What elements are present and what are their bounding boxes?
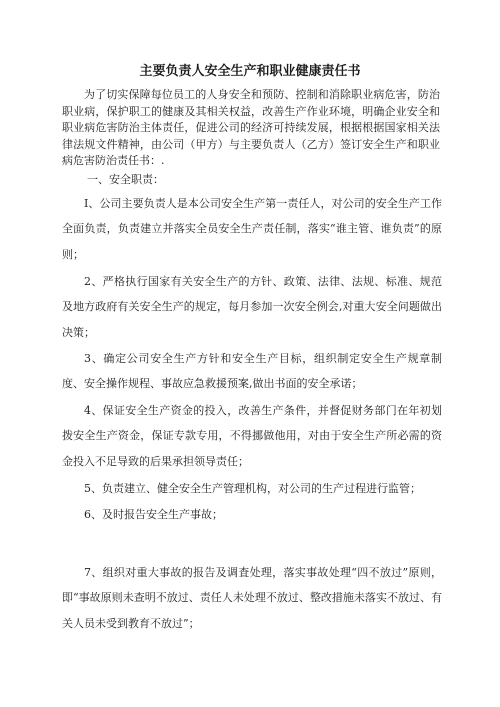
duty-item-2: 2、严格执行国家有关安全生产的方针、政策、法律、法规、标准、规范及地方政府有关安全生产的规定，每月参加一次安全例会,对重大安全问题做出决策； — [62, 275, 442, 339]
duty-item-4: 4、保证安全生产资金的投入，改善生产条件，并督促财务部门在年初划拨安全生产资金，保证专款专用，不得挪做他用，对由于安全生产所必需的资金投入不足导致的后果承担领导责任； — [62, 404, 442, 468]
intro-paragraph: 为了切实保障每位员工的人身安全和预防、控制和消除职业病危害，防治职业病，保护职工的健康及其相关权益，改善生产作业环境，明确企业安全和职业病危害防治主体责任，促进公司的经济可持续发展，根据根据国家相关法律法规文件精神，由公司（甲方）与主要负责人（乙方）签订安全生产和职业病危害防治责任书：. — [62, 88, 440, 167]
duty-item-1: I、公司主要负责人是本公司安全生产第一责任人，对公司的安全生产工作全面负责，负责建立并落实全员安全生产责任制，落实“谁主管、谁负责”的原则； — [62, 197, 442, 261]
duty-item-6: 6、及时报告安全生产事故； — [84, 508, 223, 521]
document-title: 主要负责人安全生产和职业健康责任书 — [139, 64, 361, 79]
duty-item-5: 5、负责建立、健全安全生产管理机构，对公司的生产过程进行监管； — [84, 482, 421, 495]
duty-item-3: 3、确定公司安全生产方针和安全生产目标，组织制定安全生产规章制度、安全操作规程、事故应急救援预案,做出书面的安全承诺； — [62, 352, 442, 391]
section-heading: 一、安全职责： — [87, 173, 164, 186]
duty-item-7: 7、组织对重大事故的报告及调査处理，落实事故处理“四不放过”原则，即“事故原则未查明不放过、责任人未处理不放过、整改措施未落实不放过、有关人员未受到教育不放过”； — [62, 566, 442, 630]
